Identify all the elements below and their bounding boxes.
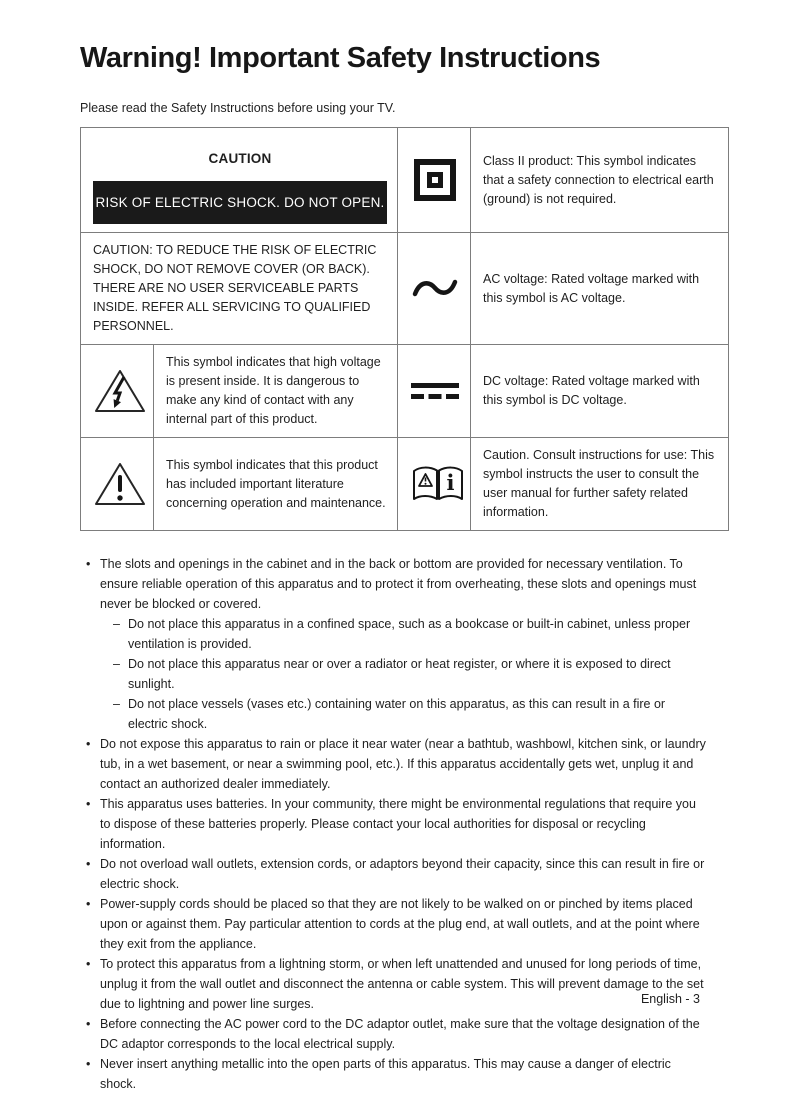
table-row (81, 438, 729, 531)
page-title: Warning! Important Safety Instructions (80, 42, 601, 74)
bullet-marker: • (86, 1017, 91, 1031)
dc-voltage-icon (410, 383, 460, 397)
class-ii-icon (413, 172, 457, 186)
safety-symbols-table (80, 127, 729, 531)
symbol-cell (398, 345, 471, 438)
table-row (81, 128, 729, 233)
sub-list-item-text: Do not place this apparatus near or over a radiator or heat register, or where it is exposed to direct sunlight. (128, 657, 671, 691)
sub-list-item (100, 614, 708, 654)
dash-marker: – (113, 617, 120, 631)
list-item (80, 794, 708, 854)
high-voltage-triangle-icon (93, 383, 147, 397)
list-item (80, 734, 708, 794)
symbol-cell (81, 345, 154, 438)
consult-manual-icon (410, 470, 466, 495)
bullet-marker: • (86, 897, 91, 911)
bullet-marker: • (86, 797, 91, 811)
symbol-description: Class II product: This symbol indicates that a safety connection to electrical earth (ground) is not required. (471, 128, 729, 233)
sub-list-item-text: Do not place vessels (vases etc.) containing water on this apparatus, as this can result in a fire or electric shock. (128, 697, 666, 731)
caution-heading: CAUTION (208, 151, 272, 166)
symbol-cell (398, 438, 471, 531)
list-item-text: To protect this apparatus from a lightning storm, or when left unattended and unused for long periods of time, unplug it from the wall outlet and disconnect the antenna or cable system. This will prevent damage to the set due to lightning and power line surges. (100, 957, 704, 1011)
bullet-marker: • (86, 957, 91, 971)
exclamation-triangle-icon (93, 476, 147, 490)
symbol-cell (81, 438, 154, 531)
list-item-text: This apparatus uses batteries. In your community, there might be environmental regulations that require you to dispose of these batteries properly. Please contact your local authorities for disposal or recycling information. (100, 797, 696, 851)
page-number: English - 3 (640, 992, 700, 1006)
list-item (80, 554, 708, 734)
list-item-text: Do not overload wall outlets, extension cords, or adaptors beyond their capacity, since this can result in fire or electric shock. (100, 857, 705, 891)
bullet-marker: • (86, 737, 91, 751)
svg-text:i: i (446, 470, 455, 495)
intro-text: Please read the Safety Instructions before using your TV. (80, 101, 396, 115)
symbol-cell (398, 233, 471, 345)
ac-voltage-icon (411, 281, 459, 295)
list-item (80, 954, 708, 1014)
symbol-description: AC voltage: Rated voltage marked with this symbol is AC voltage. (471, 233, 729, 345)
list-item (80, 894, 708, 954)
bullet-marker: • (86, 1057, 91, 1071)
caution-reduce-risk-text: CAUTION: TO REDUCE THE RISK OF ELECTRIC SHOCK, DO NOT REMOVE COVER (OR BACK). THERE ARE NO USER SERVICEABLE PARTS INSIDE. REFER ALL SERVICING TO QUALIFIED PERSONNEL. (81, 233, 398, 345)
bullet-marker: • (86, 557, 91, 571)
list-item-text: Before connecting the AC power cord to the DC adaptor outlet, make sure that the voltage designation of the DC adaptor corresponds to the local electrical supply. (100, 1017, 700, 1051)
list-item-text: The slots and openings in the cabinet and in the back or bottom are provided for necessary ventilation. To ensure reliable operation of this apparatus and to protect it from overheating, these slots and openings must never be blocked or covered. (100, 557, 697, 611)
caution-cell (81, 128, 398, 233)
list-item (80, 1014, 708, 1054)
list-item-text: Do not expose this apparatus to rain or place it near water (near a bathtub, washbowl, kitchen sink, or laundry tub, in a wet basement, or near a swimming pool, etc.). If this apparatus accidentally gets wet, unplug it and contact an authorized dealer immediately. (100, 737, 706, 791)
sub-list (100, 614, 708, 734)
symbol-description: This symbol indicates that this product has included important literature concerning operation and maintenance. (154, 438, 398, 531)
symbol-description: DC voltage: Rated voltage marked with this symbol is DC voltage. (471, 345, 729, 438)
sub-list-item (100, 654, 708, 694)
sub-list-item-text: Do not place this apparatus in a confined space, such as a bookcase or built-in cabinet, unless proper ventilation is provided. (128, 617, 691, 651)
symbol-description: This symbol indicates that high voltage is present inside. It is dangerous to make any kind of contact with any internal part of this product. (154, 345, 398, 438)
list-item-text: Power-supply cords should be placed so that they are not likely to be walked on or pinched by items placed upon or against them. Pay particular attention to cords at the plug end, at wall outlets, and at the point where they exit from the appliance. (100, 897, 700, 951)
safety-instructions-list (80, 554, 708, 1094)
list-item-text: Never insert anything metallic into the open parts of this apparatus. This may cause a danger of electric shock. (100, 1057, 671, 1091)
table-row (81, 345, 729, 438)
list-item (80, 1054, 708, 1094)
symbol-description: Caution. Consult instructions for use: This symbol instructs the user to consult the user manual for further safety related information. (471, 438, 729, 531)
sub-list-item (100, 694, 708, 734)
symbol-cell (398, 128, 471, 233)
table-row (81, 233, 729, 345)
dash-marker: – (113, 697, 120, 711)
risk-of-shock-bar: RISK OF ELECTRIC SHOCK. DO NOT OPEN. (93, 181, 387, 224)
list-item (80, 854, 708, 894)
bullet-marker: • (86, 857, 91, 871)
dash-marker: – (113, 657, 120, 671)
